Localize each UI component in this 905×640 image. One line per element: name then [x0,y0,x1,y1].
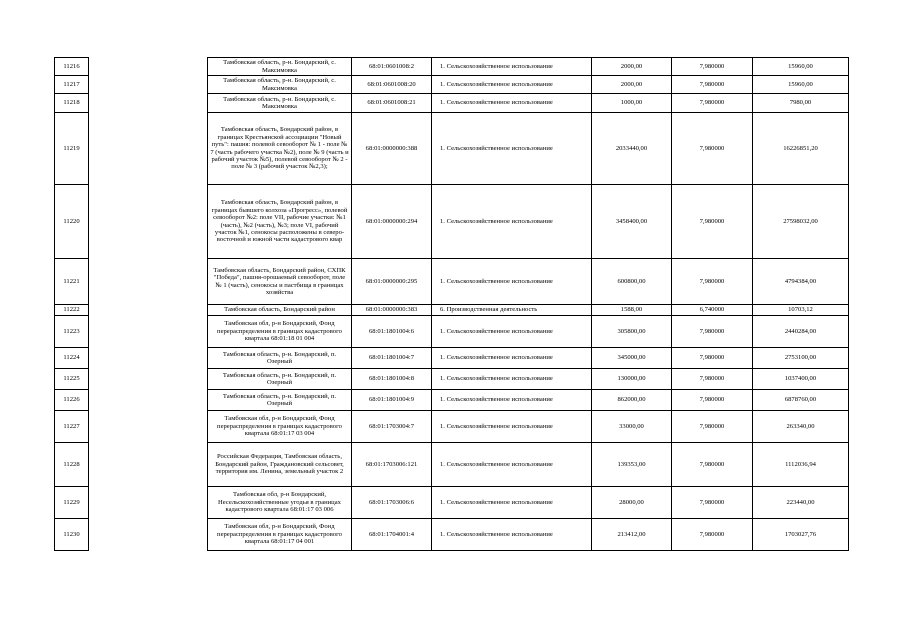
cadastral-number-cell: 68:01:1703006:6 [352,487,432,519]
rate-cell: 6,740000 [672,305,753,316]
rate-cell: 7,980000 [672,76,753,94]
address-cell: Тамбовская обл, р-н Бондарский, Фонд перераспределения в границах кадастрового квартала 68:01:17 04 001 [208,519,352,551]
value-cell: 4794384,00 [753,259,849,305]
area-cell: 600800,00 [592,259,672,305]
row-number: 11221 [55,259,89,305]
row-number: 11220 [55,185,89,259]
value-cell: 223440,00 [753,487,849,519]
land-use-cell: 1. Сельскохозяйственное использование [432,113,592,185]
table-row [55,76,849,94]
land-use-cell: 1. Сельскохозяйственное использование [432,411,592,443]
land-use-cell: 1. Сельскохозяйственное использование [432,185,592,259]
area-cell: 28000,00 [592,487,672,519]
address-cell: Тамбовская обл, р-н Бондарский, Фонд перераспределения в границах кадастрового квартала 68:01:17 03 004 [208,411,352,443]
land-use-cell: 1. Сельскохозяйственное использование [432,443,592,487]
value-cell: 2440284,00 [753,316,849,348]
address-cell: Тамбовская обл, р-н Бондарский, Несельскохозяйственные угодья в границах кадастрового квартала 68:01:17 03 006 [208,487,352,519]
rate-cell: 7,980000 [672,58,753,76]
area-cell: 130000,00 [592,369,672,390]
table-row [55,94,849,113]
area-cell: 305800,00 [592,316,672,348]
value-cell: 2753100,00 [753,348,849,369]
area-cell: 2033440,00 [592,113,672,185]
land-use-cell: 1. Сельскохозяйственное использование [432,487,592,519]
address-cell: Тамбовская область, р-н. Бондарский, с. Максимовка [208,76,352,94]
cadastral-number-cell: 68:01:1801004:8 [352,369,432,390]
area-cell: 1588,00 [592,305,672,316]
land-use-cell: 1. Сельскохозяйственное использование [432,76,592,94]
value-cell: 6878760,00 [753,390,849,411]
area-cell: 862000,00 [592,390,672,411]
row-number: 11216 [55,58,89,76]
table-row [55,443,849,487]
area-cell: 3458400,00 [592,185,672,259]
value-cell: 7980,00 [753,94,849,113]
cadastral-number-cell: 68:01:0601008:2 [352,58,432,76]
rate-cell: 7,980000 [672,113,753,185]
table-row [55,113,849,185]
row-number: 11225 [55,369,89,390]
area-cell: 1000,00 [592,94,672,113]
value-cell: 1037400,00 [753,369,849,390]
address-cell: Тамбовская область, Бондарский район, в границах Крестьянской ассоциации "Новый путь": пашня: полевой севооборот № 1 - поле № 7 (часть рабочего участка №2), поле № 9 (часть и рабочий участок №5), полевой севооборот № 2 - поле № 3 (рабочий участок №2,3); [208,113,352,185]
rate-cell: 7,980000 [672,316,753,348]
address-cell: Тамбовская область, р-н. Бондарский, с. Максимовка [208,94,352,113]
table-body [55,58,849,551]
value-cell: 15960,00 [753,58,849,76]
table-row [55,259,849,305]
table-row [55,185,849,259]
area-cell: 213412,00 [592,519,672,551]
address-cell: Тамбовская область, р-н. Бондарский, п. Озерный [208,348,352,369]
area-cell: 139353,00 [592,443,672,487]
rate-cell: 7,980000 [672,185,753,259]
rate-cell: 7,980000 [672,411,753,443]
row-number: 11227 [55,411,89,443]
rate-cell: 7,980000 [672,369,753,390]
table-row [55,487,849,519]
land-use-cell: 1. Сельскохозяйственное использование [432,348,592,369]
table-row [55,369,849,390]
rate-cell: 7,980000 [672,348,753,369]
rate-cell: 7,980000 [672,443,753,487]
address-cell: Тамбовская область, Бондарский район, СХПК "Победа", пашня-орошаемый севооборот, поле № 1 (часть), сенокосы и пастбища в границах хозяйства [208,259,352,305]
land-use-cell: 1. Сельскохозяйственное использование [432,390,592,411]
value-cell: 1703027,76 [753,519,849,551]
row-number: 11229 [55,487,89,519]
value-cell: 27598032,00 [753,185,849,259]
value-cell: 10703,12 [753,305,849,316]
row-number: 11230 [55,519,89,551]
table-row [55,519,849,551]
address-cell: Тамбовская область, Бондарский район, в границах бывшего колхоза «Прогресс», полевой севооборот №2: поле VII, рабочие участки: №1 (часть), №2 (часть), №3; поле VI, рабочий участок №1, сенокосы расположены в северо-восточной и южной части кадастрового квар [208,185,352,259]
land-plots-table [54,57,849,551]
rate-cell: 7,980000 [672,390,753,411]
address-cell: Тамбовская область, р-н. Бондарский, п. Озерный [208,369,352,390]
cadastral-number-cell: 68:01:0000000:295 [352,259,432,305]
cadastral-number-cell: 68:01:1801004:9 [352,390,432,411]
row-number: 11218 [55,94,89,113]
cadastral-number-cell: 68:01:1704001:4 [352,519,432,551]
land-use-cell: 1. Сельскохозяйственное использование [432,259,592,305]
rate-cell: 7,980000 [672,487,753,519]
cadastral-number-cell: 68:01:1801004:7 [352,348,432,369]
cadastral-number-cell: 68:01:1703004:7 [352,411,432,443]
row-number: 11228 [55,443,89,487]
table-row [55,411,849,443]
value-cell: 15960,00 [753,76,849,94]
cadastral-number-cell: 68:01:1801004:6 [352,316,432,348]
row-number: 11219 [55,113,89,185]
table-row [55,316,849,348]
land-use-cell: 1. Сельскохозяйственное использование [432,519,592,551]
cadastral-number-cell: 68:01:0000000:388 [352,113,432,185]
area-cell: 33000,00 [592,411,672,443]
area-cell: 2000,00 [592,76,672,94]
table-row [55,390,849,411]
land-use-cell: 1. Сельскохозяйственное использование [432,94,592,113]
table-row [55,305,849,316]
rate-cell: 7,980000 [672,259,753,305]
address-cell: Тамбовская обл, р-н Бондарский, Фонд перераспределения в границах кадастрового квартала 68:01:18 01 004 [208,316,352,348]
address-cell: Российская Федерация, Тамбовская область, Бондарский район, Граждановский сельсовет, территория им. Ленина, земельный участок 2 [208,443,352,487]
value-cell: 263340,00 [753,411,849,443]
cadastral-number-cell: 68:01:0000000:383 [352,305,432,316]
row-number: 11222 [55,305,89,316]
address-cell: Тамбовская область, р-н. Бондарский, п. Озерный [208,390,352,411]
row-number: 11217 [55,76,89,94]
table-row [55,348,849,369]
address-cell: Тамбовская область, р-н. Бондарский, с. Максимовка [208,58,352,76]
cadastral-number-cell: 68:01:0601008:21 [352,94,432,113]
rate-cell: 7,980000 [672,94,753,113]
area-cell: 2000,00 [592,58,672,76]
row-number: 11226 [55,390,89,411]
land-use-cell: 1. Сельскохозяйственное использование [432,316,592,348]
cadastral-number-cell: 68:01:0601008:20 [352,76,432,94]
value-cell: 16226851,20 [753,113,849,185]
land-use-cell: 1. Сельскохозяйственное использование [432,369,592,390]
area-cell: 345000,00 [592,348,672,369]
cadastral-number-cell: 68:01:0000000:294 [352,185,432,259]
row-number: 11223 [55,316,89,348]
cadastral-number-cell: 68:01:1703006:121 [352,443,432,487]
land-use-cell: 6. Производственная деятельность [432,305,592,316]
row-number: 11224 [55,348,89,369]
rate-cell: 7,980000 [672,519,753,551]
value-cell: 1112036,94 [753,443,849,487]
address-cell: Тамбовская область, Бондарский район [208,305,352,316]
land-use-cell: 1. Сельскохозяйственное использование [432,58,592,76]
table-row [55,58,849,76]
